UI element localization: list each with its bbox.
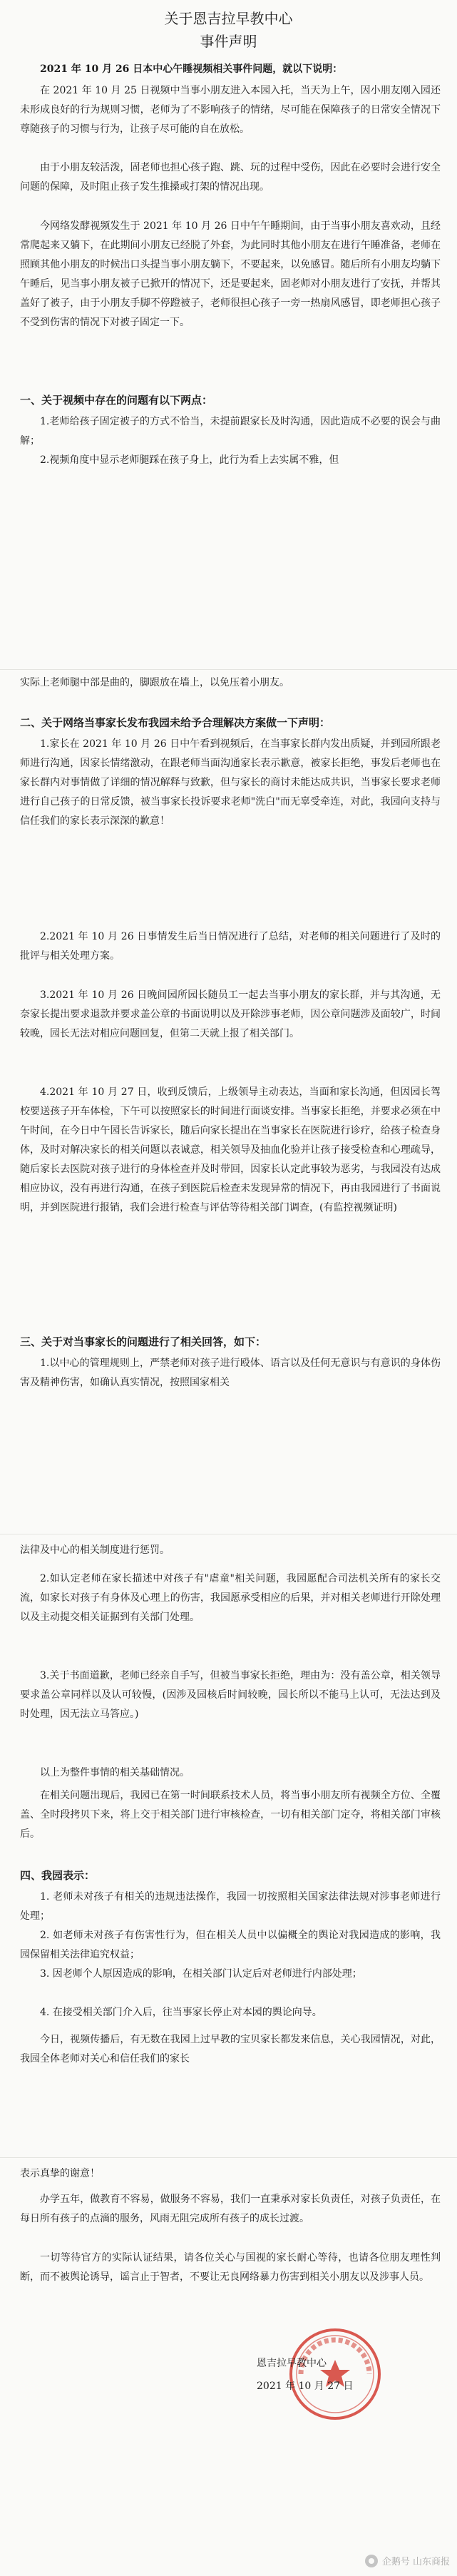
paragraph-22: 表示真挚的谢意！ — [20, 2168, 100, 2179]
page-gap-3 — [0, 2090, 457, 2157]
paragraph-8: 2.2021 年 10 月 26 日事情发生后当日情况进行了总结，对老师的相关问题进行了及时的批评与相关处理方案。 — [20, 931, 441, 962]
paragraph-12: 法律及中心的相关制度进行惩罚。 — [20, 1544, 170, 1556]
paragraph-20: 4. 在接受相关部门介入后，往当事家长停止对本园的舆论向导。 — [40, 2007, 322, 2018]
section-heading-3: 三、关于对当事家长的问题进行了相关回答，如下： — [20, 1335, 267, 1348]
paragraph-1: 在 2021 年 10 月 25 日视频中当事小朋友进入本园入托，当天为上午，因小朋友刚入园还未形成良好的行为规则习惯，老师为了不影响孩子的情绪，尽可能在保障孩子的日常安全情况下尊随孩子的习惯与行为，让孩子尽可能的自在放松。 — [20, 85, 441, 135]
paragraph-7: 1.家长在 2021 年 10 月 26 日中午看到视频后，在当事家长群内发出质疑，并到园所跟老师进行沟通，因家长情绪激动，在跟老师当面沟通家长表示歉意，被家长拒绝，事发后老师也在家长群内对事情做了详细的情况解释与致歉，但与家长的商讨未能达成共识，当事家长要求老师进行自己孩子的日常反馈，被当事家长投诉要求老师"洗白"而无辜受牵连，对此，我园向支持与信任我们的家长表示深深的歉意！ — [20, 738, 441, 827]
page-divider-1 — [0, 669, 457, 670]
paragraph-5: 2.视频角度中显示老师腿踩在孩子身上，此行为看上去实属不雅，但 — [40, 454, 339, 466]
paragraph-11: 1.以中心的管理规则上，严禁老师对孩子进行殴体、语言以及任何无意识与有意识的身体伤害及精神伤害，如确认真实情况，按照国家相关 — [20, 1358, 441, 1388]
paragraph-9: 3.2021 年 10 月 26 日晚间园所园长随员工一起去当事小朋友的家长群，并与其沟通，无奈家长提出要求退款并要求盖公章的书面说明以及开除涉事老师，因公章问题涉及面较广，时间较晚，园长无法对相应问题回复，但第二天就上报了相关部门。 — [20, 989, 441, 1039]
paragraph-3: 今网络发酵视频发生于 2021 年 10 月 26 日中午午睡期间，由于当事小朋友喜欢动，且经常爬起来又躺下，在此期间小朋友已经脱了外套，为此同时其他小朋友在进行午睡准备，老师在照顾其他小朋友的时候出口头提当事小朋友躺下，不要起来，以免感冒。随后所有小朋友均躺下午睡后，见当事小朋友被子已掀开的情况下，还是要起来，固老师对小朋友进行了安抚，并帮其盖好了被子，由于小朋友手脚不停蹬被子，老师很担心孩子一旁一热扇风感冒，即老师担心孩子不受到伤害的情况下对被子固定一下。 — [20, 220, 441, 328]
section-heading-1: 一、关于视频中存在的问题有以下两点： — [20, 394, 213, 407]
signature-date: 2021 年 10 月 27 日 — [257, 2381, 354, 2392]
paragraph-2: 由于小朋友较活泼，固老师也担心孩子跑、跳、玩的过程中受伤，因此在必要时会进行安全问题的保障，及时阻止孩子发生推搡或打架的情况出现。 — [20, 162, 441, 193]
paragraph-23: 办学五年，做教育不容易，做服务不容易，我们一直秉承对家长负责任，对孩子负责任，在每日所有孩子的点滴的服务，风雨无阻完成所有孩子的成长过渡。 — [20, 2194, 441, 2224]
paragraph-15: 以上为整件事情的相关基础情况。 — [40, 1767, 190, 1778]
paragraph-18: 2. 如老师未对孩子有伤害性行为，但在相关人员中以偏概全的舆论对我园造成的影响，我园保留相关法律追究权益； — [20, 1930, 441, 1960]
signature-org: 恩吉拉早教中心 — [257, 2358, 327, 2369]
paragraph-17: 1. 老师未对孩子有相关的违规违法操作，我园一切按照相关国家法律法规对涉事老师进行处理； — [20, 1891, 441, 1922]
section-heading-4: 四、我园表示： — [20, 1869, 96, 1882]
paragraph-10: 4.2021 年 10 月 27 日，收到反馈后，上级领导主动表达，当面和家长沟通，但因园长驾校要送孩子开车体检，下午可以按照家长的时间进行面谈安排。当事家长拒绝，并要求必须在中午时间，在今日中午园长告诉家长，随后向家长提出在当事家长在医院进行诊疗，给孩子检查身体，及时对解决家长的相关问题以表诚意，相关领导及抽血化验并让孩子接受检查和心理疏导，随后家长去医院对孩子进行的身体检查并及时带回，因家长认定此事较为恶劣，与我园没有达成相应协议，没有再进行沟通，在孩子到医院后检查未发现异常的情况下，再由我园进行了书面说明，并到医院进行报销，我们会进行检查与评估等待相关部门调查，(有监控视频证明) — [20, 1086, 441, 1213]
document-subtitle: 事件声明 — [200, 33, 257, 50]
page-gap-1 — [0, 477, 457, 669]
section-heading-2: 二、关于网络当事家长发布我园未给予合理解决方案做一下声明： — [20, 716, 331, 729]
official-seal-icon — [285, 2324, 385, 2424]
paragraph-4: 1.老师给孩子固定被子的方式不恰当，未提前跟家长及时沟通，因此造成不必要的误会与曲解； — [20, 416, 441, 447]
paragraph-6: 实际上老师腿中部是曲的，脚跟放在墙上，以免压着小朋友。 — [20, 677, 289, 688]
paragraph-14: 3.关于书面道歉，老师已经亲自手写，但被当事家长拒绝，理由为：没有盖公章，相关领导要求盖公章同样以及认可较慢，(因涉及园核后时间较晚，园长所以不能马上认可，无法达到及时处理，因无法立马答应。) — [20, 1670, 441, 1720]
page-gap-2 — [0, 1420, 457, 1534]
paragraph-24: 一切等待官方的实际认证结果，请各位关心与国视的家长耐心等待，也请各位朋友理性判断，而不被舆论诱导，谣言止于智者，不要让无良网络暴力伤害到相关小朋友以及涉事人员。 — [20, 2252, 441, 2283]
paragraph-16: 在相关问题出现后，我园已在第一时间联系技术人员，将当事小朋友所有视频全方位、全覆盖、全时段拷贝下来，将上交于相关部门进行审核检查，一切有相关部门定夺，将相关部门审核后。 — [20, 1790, 441, 1840]
document-title: 关于恩吉拉早教中心 — [164, 10, 293, 27]
page-divider-3 — [0, 2157, 457, 2158]
paragraph-21: 今日，视频传播后，有无数在我园上过早教的宝贝家长都发来信息，关心我园情况，对此，我园全体老师对关心和信任我们的家长 — [20, 2034, 441, 2065]
penguin-logo-icon — [365, 2555, 378, 2567]
paragraph-19: 3. 因老师个人原因造成的影响，在相关部门认定后对老师进行内部处理； — [40, 1968, 362, 1980]
watermark — [365, 2554, 450, 2567]
paragraph-13: 2.如认定老师在家长描述中对孩子有"虐童"相关问题，我园愿配合司法机关所有的家长交流，如家长对孩子有身体及心理上的伤害，我园愿承受相应的后果，并对相关老师进行开除处理以及主动提交相关证据到有关部门处理。 — [20, 1573, 441, 1623]
watermark-text: 企鹅号 山东商报 — [381, 2557, 450, 2567]
intro-line: 2021 年 10 月 26 日本中心午睡视频相关事件问题，就以下说明： — [40, 63, 343, 75]
